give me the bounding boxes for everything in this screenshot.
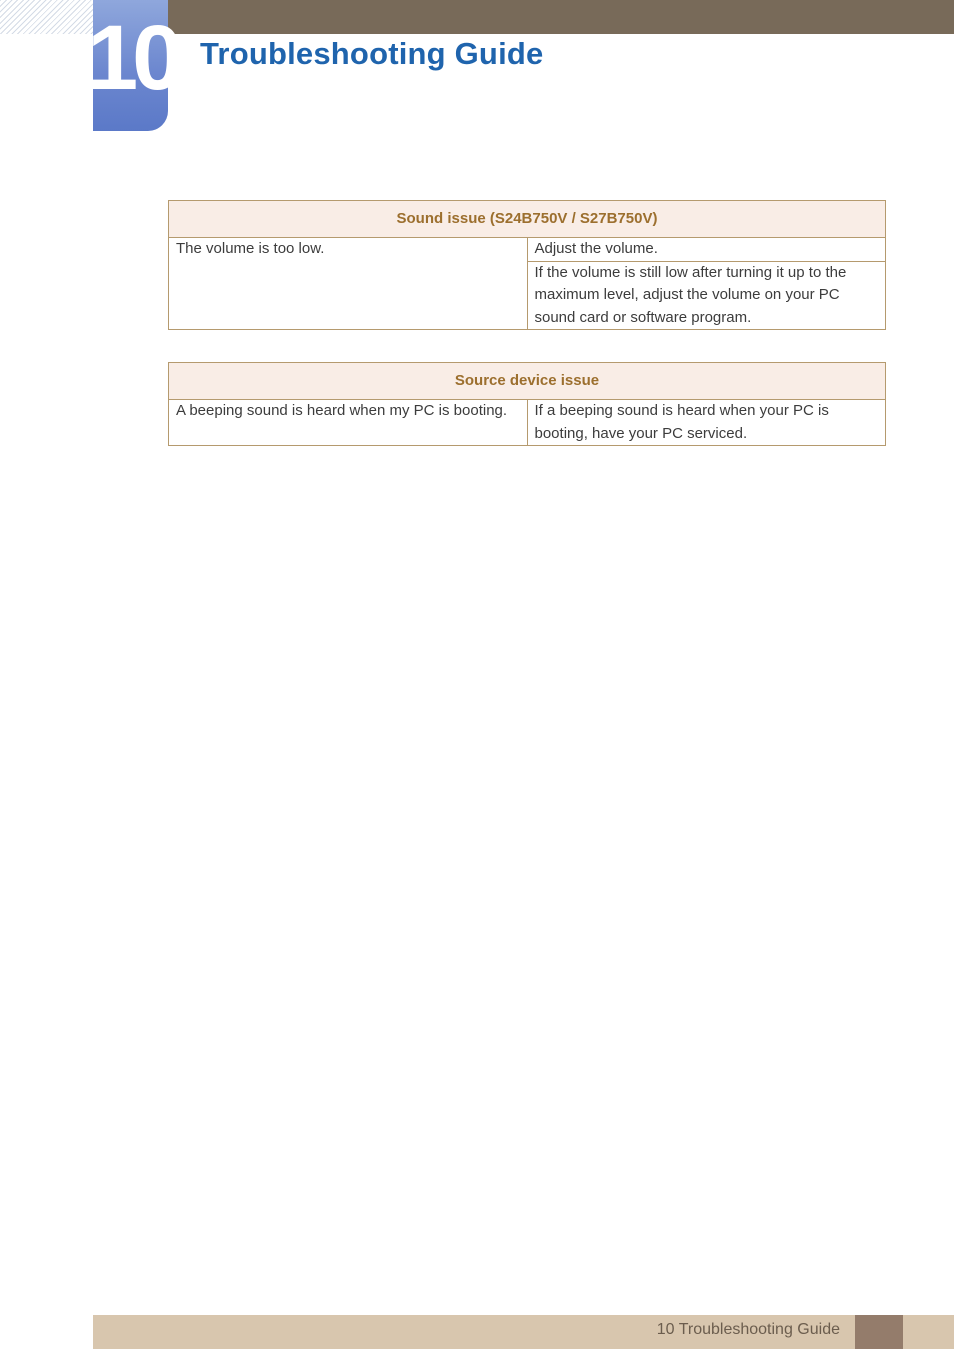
table-heading: Source device issue [169, 363, 886, 400]
chapter-tab [87, 0, 178, 131]
table-header-row [169, 363, 886, 400]
footer-page-box [855, 1315, 903, 1349]
sound-issue-table [168, 200, 886, 330]
source-device-issue-table [168, 362, 886, 446]
symptom-cell: A beeping sound is heard when my PC is booting. [169, 400, 528, 446]
solution-cell: If the volume is still low after turning it up to the maximum level, adjust the volume on your PC sound card or software program. [527, 261, 886, 330]
table-row [169, 238, 886, 262]
symptom-cell: The volume is too low. [169, 238, 528, 330]
footer-chapter-label: 10 Troubleshooting Guide [656, 1321, 840, 1338]
page-title: Troubleshooting Guide [200, 36, 544, 71]
header-bar [168, 0, 954, 34]
table-row [169, 400, 886, 446]
table-heading: Sound issue (S24B750V / S27B750V) [169, 201, 886, 238]
table-header-row [169, 201, 886, 238]
solution-cell: Adjust the volume. [527, 238, 886, 262]
header-hatch-pattern [0, 0, 93, 34]
solution-cell: If a beeping sound is heard when your PC is booting, have your PC serviced. [527, 400, 886, 446]
chapter-number: 10 [87, 7, 178, 109]
